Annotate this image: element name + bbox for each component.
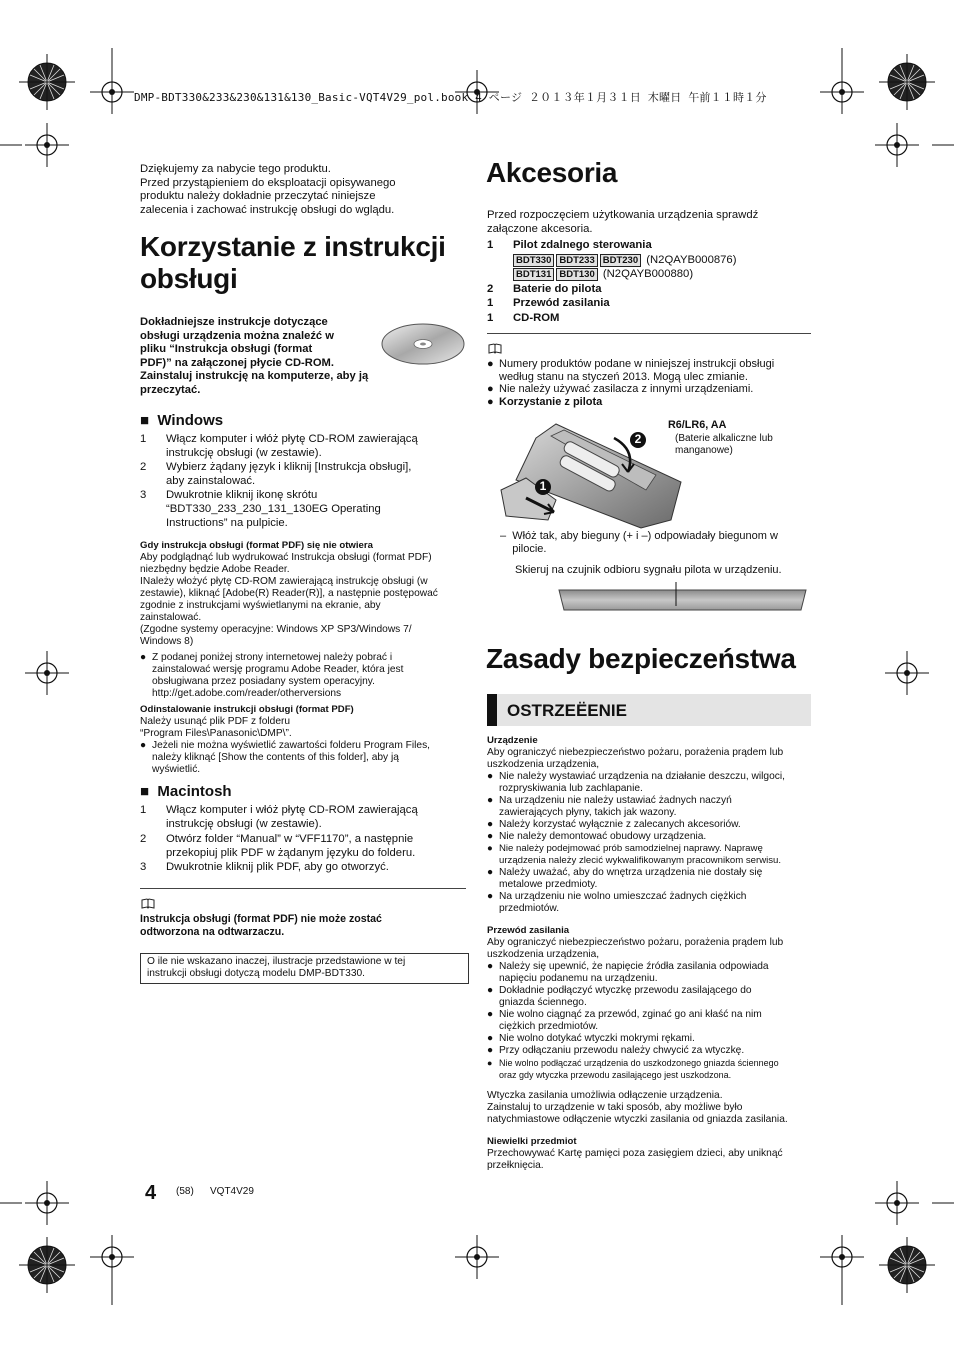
battery-note: (Baterie alkaliczne lub manganowe) bbox=[675, 433, 773, 456]
intro-line: zalecenia i zachować instrukcję obsługi do wglądu. bbox=[140, 203, 395, 216]
doc-code: VQT4V29 bbox=[210, 1186, 254, 1197]
bullet-item: ● Korzystanie z pilota bbox=[487, 395, 603, 408]
pdf-note: Instrukcja obsługi (format PDF) nie może zostać odtworzona na odtwarzaczu. bbox=[140, 913, 382, 938]
step-item: 1 Włącz komputer i włóż płytę CD-ROM zawierającą instrukcję obsługi (w zestawie). bbox=[140, 804, 418, 830]
model-badge: BDT230 bbox=[600, 254, 641, 267]
intro-line: Dziękujemy za nabycie tego produktu. bbox=[140, 163, 331, 175]
bullet-item: ● Nie należy demontować obudowy urządzenia. bbox=[487, 831, 707, 842]
bullet-item: ● Nie należy podejmować prób samodzielnej naprawy. Naprawę urządzenia należy zlecić wykwalifikowanym pracownikom serwisu. bbox=[487, 843, 782, 866]
book-note-icon bbox=[488, 343, 502, 354]
adobe-link: http://get.adobe.com/reader/otherversions bbox=[152, 688, 342, 699]
file-header: DMP-BDT330&233&230&131&130_Basic-VQT4V29_pol.book 4 ページ ２０１３年１月３１日 木曜日 午前１１時１分 bbox=[134, 91, 767, 104]
bullet-item: ● Nie należy używać zasilacza z innymi urządzeniami. bbox=[487, 383, 754, 396]
step-item: 3 Dwukrotnie kliknij ikonę skrótu “BDT330_233_230_131_130EG Operating Instructions” na pulpicie. bbox=[140, 489, 381, 529]
illustration-note-box: O ile nie wskazano inaczej, ilustracje przedstawione w tej instrukcji obsługi dotyczą modelu DMP-BDT330. bbox=[140, 953, 469, 984]
bullet-item: ● Na urządzeniu nie należy ustawiać żadnych naczyń zawierających płyny, takich jak wazony. bbox=[487, 795, 732, 818]
step-item: 3 Dwukrotnie kliknij plik PDF, aby go otworzyć. bbox=[140, 861, 389, 874]
safety-device-section: Urządzenie Aby ograniczyć niebezpieczeństwo pożaru, porażenia prądem lub uszkodzenia urządzenia, ● Nie należy wystawiać urządzenia na działanie deszczu, wilgoci, rozpryskiwania lub zachlapanie. ● Na urządzeniu nie należy ustawiać żadnych naczyń zawierających płyny, takich jak wazony. ● Należy korzystać wyłącznie z zalecanych akcesoriów. ● Nie należy demontować obudowy urządzenia. ● Nie należy podejmować prób samodzielnej naprawy. Naprawę urządzenia należy zlecić wykwalifikowanym pracownikom serwisu. ● Należy uważać, aby do wnętrza urządzenia nie dostały się metalowe przedmioty. ● Na urządzeniu nie wolno umieszczać żadnych ciężkich przedmiotów. bbox=[487, 735, 817, 915]
accessory-item: 1 CD-ROM bbox=[487, 311, 560, 324]
step-2-label: 2 bbox=[634, 432, 642, 446]
bullet-item: ● Nie należy wystawiać urządzenia na działanie deszczu, wilgoci, rozpryskiwania lub zachlapanie. bbox=[487, 771, 785, 794]
model-row: BDT330 BDT233 BDT230 (N2QAYB000876) bbox=[487, 254, 817, 268]
intro-line: Przed przystąpieniem do eksploatacji opisywanego bbox=[140, 176, 396, 189]
model-row: BDT131 BDT130 (N2QAYB000880) bbox=[487, 268, 817, 282]
bullet-item: ● Numery produktów podane w niniejszej instrukcji obsługi według stanu na styczeń 2013. Mogą ulec zmianie. bbox=[487, 358, 775, 383]
intro-text bbox=[140, 163, 470, 217]
macintosh-heading: ■ Macintosh bbox=[140, 783, 232, 800]
small-object-section: Niewielki przedmiot Przechowywać Kartę pamięci poza zasięgiem dzieci, aby uniknąć przełknięcia. bbox=[487, 1136, 783, 1171]
square-bullet-icon: ■ bbox=[140, 412, 150, 429]
page-number: 4 bbox=[145, 1182, 157, 1204]
pdf-not-open-section: Gdy instrukcja obsługi (format PDF) się nie otwiera Aby podglądnąć lub wydrukować Instrukcja obsługi (format PDF) niezbędny będzie Adobe Reader. INależy włożyć płytę CD-ROM zawierającą instrukcję obsługi (w zestawie), kliknąć [Adobe(R) Reader(R)], a następnie postępować zgodnie z instrukcjami wyświetlanymi na ekranie, aby zainstalować. (Zgodne systemy operacyjne: Windows XP SP3/Windows 7/ Windows 8) ● Z podanej poniżej strony internetowej należy pobrać i zainstalować wersję programu Adobe Reader, która jest obsługiwana przez posiadany system operacyjny. http://get.adobe.com/reader/otherversions Odinstalowanie instrukcji obsługi (format PDF) Należy usunąć plik PDF z folderu “Program Files\Panasonic\DMP\”. ● Jeżeli nie można wyświetlić zawartości folderu Program Files, należy kliknąć [Show the contents of this folder], aby ją wyświetlić. bbox=[140, 540, 470, 776]
step-item: 2 Wybierz żądany język i kliknij [Instrukcja obsługi], aby zainstalować. bbox=[140, 461, 412, 487]
accessories-list bbox=[487, 239, 817, 326]
divider bbox=[487, 333, 811, 334]
accessories-title: Akcesoria bbox=[486, 157, 618, 188]
player-illustration bbox=[555, 578, 810, 614]
accessory-item: 2 Baterie do pilota bbox=[487, 282, 602, 295]
polarity-note: – Włóż tak, aby bieguny (+ i –) odpowiadały biegunom w pilocie. bbox=[500, 530, 778, 555]
bullet-item: ● Przy odłączaniu przewodu należy chwycić za wtyczkę. bbox=[487, 1045, 745, 1056]
divider bbox=[140, 888, 466, 889]
model-badge: BDT233 bbox=[556, 254, 597, 267]
usage-bold-intro: Dokładniejsze instrukcje dotyczące obsługi urządzenia można znaleźć w pliku “Instrukcja obsługi (format PDF)” na załączonej płycie CD-ROM. Zainstaluj instrukcję na komputerze, aby ją przeczytać. bbox=[140, 316, 369, 396]
bullet-item: ● Nie wolno podłączać urządzenia do uszkodzonego gniazda ściennego oraz gdy wtyczka przewodu zasilającego jest uszkodzona. bbox=[487, 1058, 779, 1080]
bullet-item: ● Z podanej poniżej strony internetowej należy pobrać i zainstalować wersję programu Adobe Reader, która jest obsługiwana przez posiadany system operacyjny. http://get.adobe.com/reader/otherversions bbox=[140, 652, 404, 699]
bullet-item: ● Jeżeli nie można wyświetlić zawartości folderu Program Files, należy kliknąć [Show the contents of this folder], aby ją wyświetlić. bbox=[140, 740, 430, 775]
step-1-label: 1 bbox=[539, 479, 547, 493]
step-item: 1 Włącz komputer i włóż płytę CD-ROM zawierającą instrukcję obsługi (w zestawie). bbox=[140, 433, 418, 459]
model-badge: BDT130 bbox=[556, 268, 597, 281]
bullet-item: ● Dokładnie podłączyć wtyczkę przewodu zasilającego do gniazda ściennego. bbox=[487, 985, 752, 1008]
mac-steps bbox=[140, 804, 470, 875]
step-item: 2 Otwórz folder “Manual” w “VFF1170”, a następnie przekopiuj plik PDF w żądanym języku do folderu. bbox=[140, 833, 416, 859]
accessories-intro: Przed rozpoczęciem użytkowania urządzenia sprawdź załączone akcesoria. bbox=[487, 209, 759, 235]
page-ref: (58) bbox=[176, 1186, 194, 1197]
accessory-item: 1 Przewód zasilania bbox=[487, 297, 610, 310]
intro-line: produktu należy dokładnie przeczytać niniejsze bbox=[140, 190, 376, 203]
bullet-item: ● Należy się upewnić, że napięcie źródła zasilania odpowiada napięciu podanemu na urządzeniu. bbox=[487, 961, 769, 984]
bullet-item: ● Należy korzystać wyłącznie z zalecanych akcesoriów. bbox=[487, 819, 741, 830]
safety-title: Zasady bezpieczeństwa bbox=[486, 643, 796, 674]
book-note-icon bbox=[141, 898, 155, 909]
bullet-item: ● Nie wolno ciągnąć za przewód, zginać go ani kłaść na nim ciężkich przedmiotów. bbox=[487, 1009, 762, 1032]
bullet-item: ● Nie wolno dotykać wtyczki mokrymi rękami. bbox=[487, 1033, 695, 1044]
accessories-notes bbox=[487, 358, 817, 408]
model-badge: BDT330 bbox=[513, 254, 554, 267]
aim-instruction: Skieruj na czujnik odbioru sygnału pilota w urządzeniu. bbox=[515, 564, 782, 576]
cd-rom-disc-icon bbox=[380, 320, 466, 368]
windows-heading: ■ Windows bbox=[140, 412, 224, 429]
plug-note: Wtyczka zasilania umożliwia odłączenie urządzenia. Zainstaluj to urządzenie w taki sposób, aby możliwe było natychmiastowe odłączenie wtyczki zasilania od gniazda zasilania. bbox=[487, 1090, 788, 1125]
model-badge: BDT131 bbox=[513, 268, 554, 281]
square-bullet-icon: ■ bbox=[140, 783, 150, 800]
bullet-item: ● Na urządzeniu nie wolno umieszczać żadnych ciężkich przedmiotów. bbox=[487, 891, 747, 914]
warning-label: OSTRZEËENIE bbox=[507, 701, 627, 720]
battery-label: R6/LR6, AA bbox=[668, 419, 727, 431]
accessory-item: 1 Pilot zdalnego sterowania bbox=[487, 239, 652, 251]
warning-banner-mark bbox=[487, 694, 497, 726]
remote-battery-illustration bbox=[496, 420, 686, 532]
safety-cord-section: Przewód zasilania Aby ograniczyć niebezpieczeństwo pożaru, porażenia prądem lub uszkodzenia urządzenia, ● Należy się upewnić, że napięcie źródła zasilania odpowiada napięciu podanemu na urządzeniu. ● Dokładnie podłączyć wtyczkę przewodu zasilającego do gniazda ściennego. ● Nie wolno ciągnąć za przewód, zginać go ani kłaść na nim ciężkich przedmiotów. ● Nie wolno dotykać wtyczki mokrymi rękami. ● Przy odłączaniu przewodu należy chwycić za wtyczkę. ● Nie wolno podłączać urządzenia do uszkodzonego gniazda ściennego oraz gdy wtyczka przewodu zasilającego jest uszkodzona. bbox=[487, 925, 817, 1081]
bullet-item: ● Należy uważać, aby do wnętrza urządzenia nie dostały się metalowe przedmioty. bbox=[487, 867, 763, 890]
warning-banner bbox=[487, 694, 811, 726]
usage-title: Korzystanie z instrukcji obsługi bbox=[140, 231, 446, 294]
windows-steps bbox=[140, 433, 470, 530]
